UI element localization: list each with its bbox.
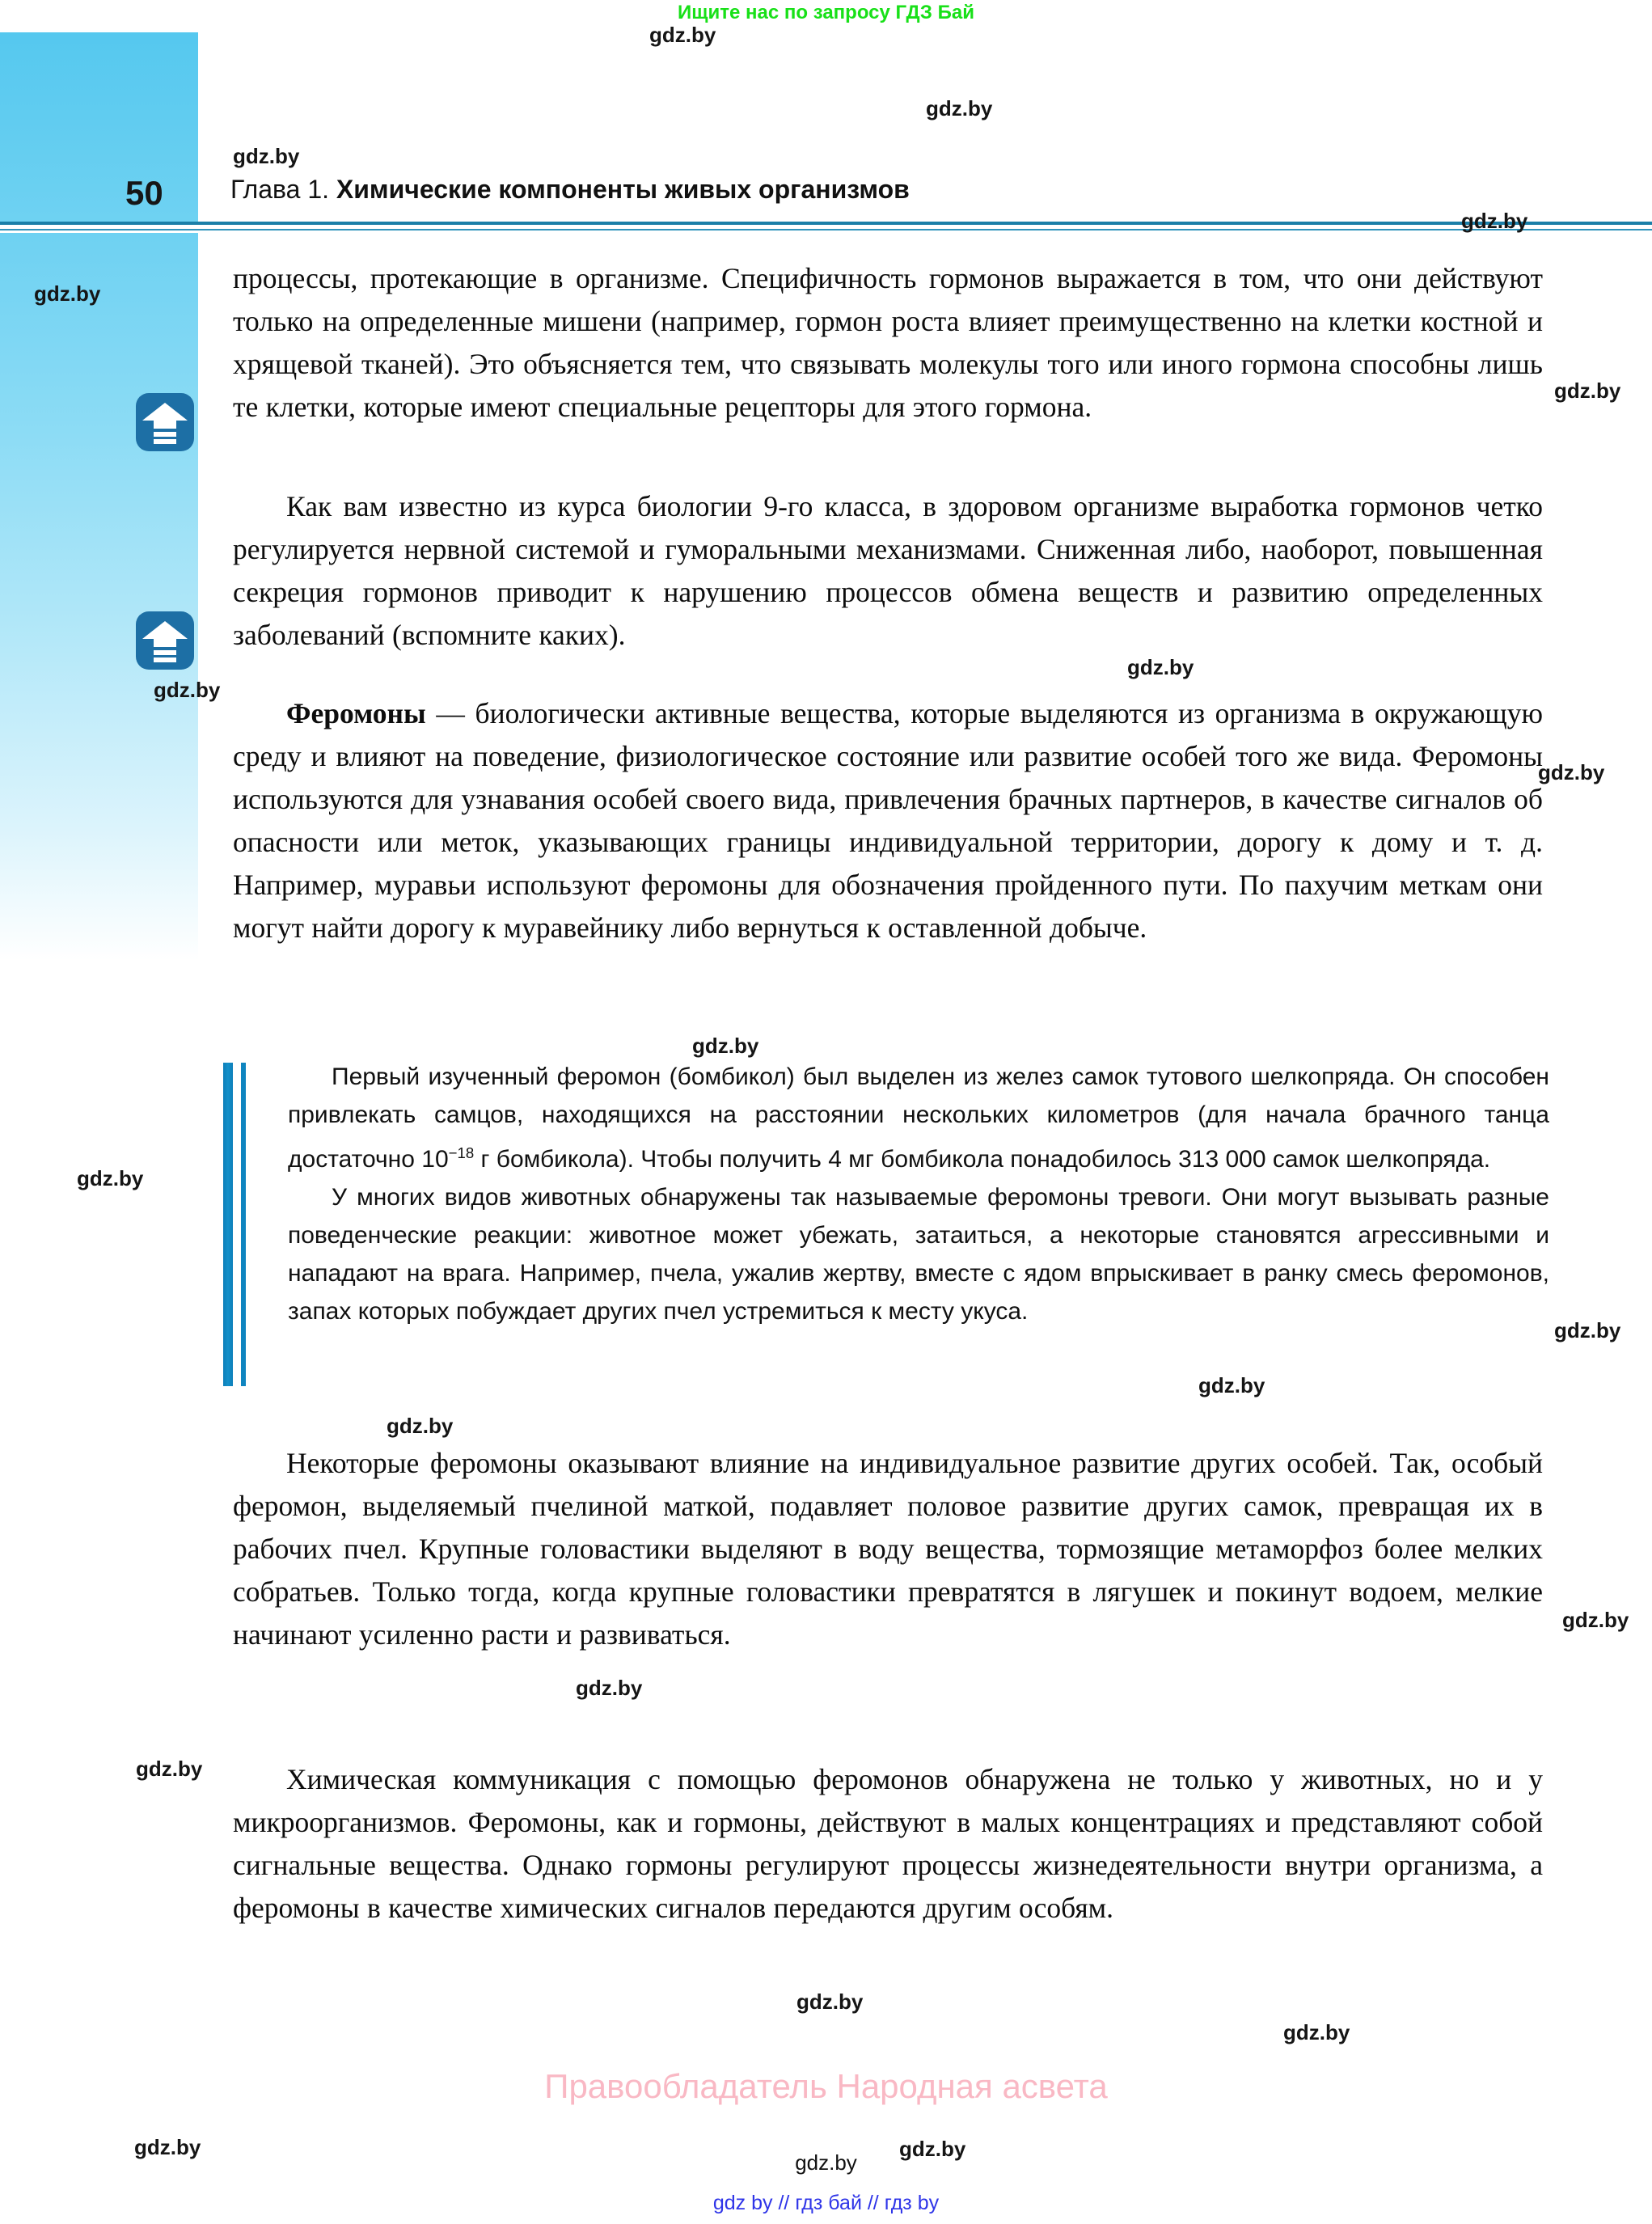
watermark-text: gdz.by: [1554, 378, 1621, 403]
paragraph-text: Как вам известно из курса биологии 9-го класса, в здоровом организме выработка гормонов четко регулируется нервной системой и гуморальными механизмами. Сниженная либо, наоборот, повышенная секреция гормонов приводит к нарушению процессов обмена веществ и развитию определенных заболеваний (вспомните каких).: [233, 490, 1543, 651]
paragraph-hormone-regulation: [233, 485, 1543, 657]
watermark-text: gdz.by: [1554, 1318, 1621, 1342]
page-number-block: [0, 32, 198, 224]
callout-paragraph-alarm-pheromones: У многих видов животных обнаружены так называемые феромоны тревоги. Они могут вызывать разные поведенческие реакции: животное может убежать, затаиться, а некоторые становятся агрессивными и нападают на врага. Например, пчела, ужалив жертву, вместе с ядом впрыскивает в ранку смесь феромонов, запах которых побуждает других пчел устремиться к месту укуса.: [288, 1184, 1549, 1325]
watermark-text: gdz.by: [136, 1757, 203, 1781]
watermark-text: gdz.by: [899, 2137, 966, 2161]
page-number: 50: [125, 174, 163, 212]
paragraph-text: процессы, протекающие в организме. Специфичность гормонов выражается в том, что они действуют только на определенные мишени (например, гормон роста влияет преимущественно на клетки костной и хрящевой тканей). Это объясняется тем, что связывать молекулы того или иного гормона способны лишь те клетки, которые имеют специальные рецепторы для этого гормона.: [233, 262, 1543, 423]
watermark-text: gdz.by: [796, 1989, 864, 2014]
header-divider-secondary: [0, 229, 1652, 230]
paragraph-pheromone-definition: [233, 692, 1543, 949]
callout-text-a: Первый изученный феромон (бомбикол) был выделен из желез самок тутового шелкопряда. Он способен привлекать самцов, находящихся на расстоянии нескольких километров (для начала брачного танца достаточно 10: [288, 1063, 1549, 1173]
watermark-text: gdz.by: [77, 1166, 144, 1190]
watermark-text: gdz.by: [34, 281, 101, 306]
paragraph-chemical-communication: [233, 1758, 1543, 1930]
chapter-prefix: Глава 1.: [230, 175, 330, 204]
paragraph-text: Химическая коммуникация с помощью феромонов обнаружена не только у животных, но и у микроорганизмов. Феромоны, как и гормоны, действуют в малых концентрациях и представляют собой сигнальные вещества. Однако гормоны регулируют процессы жизнедеятельности внутри организма, а феромоны в качестве химических сигналов передаются другим особям.: [233, 1763, 1543, 1924]
upload-arrow-icon: [136, 393, 194, 451]
chapter-title: Химические компоненты живых организмов: [336, 175, 910, 204]
term-pheromones: Феромоны: [286, 697, 426, 729]
watermark-text: gdz.by: [1283, 2020, 1350, 2044]
watermark-text: gdz.by: [576, 1676, 643, 1700]
exponent: −18: [448, 1144, 475, 1161]
term-definition: — биологически активные вещества, которые выделяются из организма в окружающую среду и влияют на поведение, физиологическое состояние или развитие особей того же вида. Феромоны используются для узнавания особей своего вида, привлечения брачных партнеров, в качестве сигналов об опасности или меток, указывающих границы индивидуальной территории, дорогу к дому и т. д. Например, муравьи используют феромоны для обозначения пройденного пути. По пахучим меткам они могут найти дорогу к муравейнику либо вернуться к оставленной добыче.: [233, 697, 1543, 944]
chapter-heading: [230, 176, 910, 202]
callout-text-b: г бомбикола). Чтобы получить 4 мг бомбикола понадобилось 313 000 самок шелкопряда.: [474, 1146, 1491, 1173]
paragraph-hormone-specificity: [233, 257, 1543, 429]
callout-paragraph-bombykol: [288, 1058, 1549, 1178]
header-divider: [0, 222, 1652, 225]
copyright-notice: Правообладатель Народная асвета: [544, 2067, 1108, 2105]
watermark-text: gdz.by: [233, 144, 300, 168]
promo-banner: Ищите нас по запросу ГДЗ Бай: [678, 2, 974, 23]
watermark-text: gdz.by: [1538, 760, 1605, 784]
callout-accent-bar-thin: [241, 1063, 246, 1386]
paragraph-pheromone-development: [233, 1442, 1543, 1656]
watermark-text: gdz.by: [926, 96, 993, 121]
watermark-text: gdz.by: [134, 2135, 201, 2159]
callout-accent-bar-thick: [223, 1063, 233, 1386]
paragraph-text: [233, 692, 1543, 949]
watermark-text: gdz.by: [1198, 1373, 1265, 1397]
watermark-text: gdz.by: [387, 1414, 454, 1438]
decorative-left-rail: [0, 233, 198, 961]
watermark-text: gdz.by: [154, 678, 221, 702]
watermark-text: gdz.by: [649, 23, 716, 47]
watermark-text: gdz.by: [1461, 209, 1528, 233]
upload-arrow-icon: [136, 611, 194, 670]
paragraph-text: Некоторые феромоны оказывают влияние на индивидуальное развитие других особей. Так, особый феромон, выделяемый пчелиной маткой, подавляет половое развитие других самок, превращая их в рабочих пчел. Крупные головастики выделяют в воду вещества, тормозящие метаморфоз более мелких собратьев. Только тогда, когда крупные головастики превратятся в лягушек и покинут водоем, мелкие начинают усиленно расти и развиваться.: [233, 1447, 1543, 1651]
footer-watermark: gdz.by: [795, 2150, 857, 2175]
watermark-text: gdz.by: [1562, 1608, 1629, 1632]
callout-content: [288, 1058, 1549, 1330]
watermark-text: gdz.by: [1127, 655, 1194, 679]
watermark-text: gdz.by: [692, 1034, 759, 1058]
footer-links[interactable]: gdz by // гдз бай // гдз by: [712, 2192, 940, 2214]
